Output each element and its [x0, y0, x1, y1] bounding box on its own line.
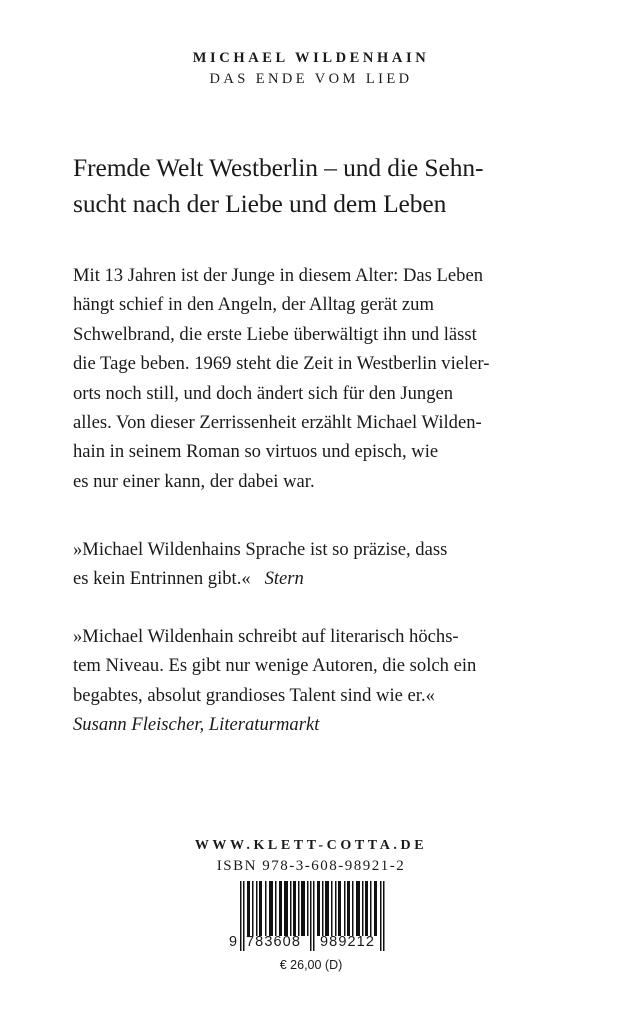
barcode-digits [229, 934, 399, 950]
quote-line: tem Niveau. Es gibt nur wenige Autoren, die solch ein [73, 655, 477, 677]
publisher-footer [0, 836, 622, 877]
quote-line [73, 564, 593, 593]
quote-line: »Michael Wildenhains Sprache ist so präzise, dass [73, 539, 448, 560]
author-name: MICHAEL WILDENHAIN [192, 50, 430, 66]
blurb-line: Mit 13 Jahren ist der Junge in diesem Alter: Das Leben [73, 265, 484, 286]
quote-line: begabtes, absolut grandioses Talent sind wie er.« [73, 684, 435, 706]
price-label: € 26,00 (D) [279, 958, 343, 972]
quote-line: »Michael Wildenhain schreibt auf literarisch höchs- [73, 626, 459, 647]
book-header [0, 48, 622, 89]
blurb-line: Schwelbrand, die erste Liebe überwältigt ihn und lässt [73, 323, 477, 345]
blurb-paragraph [73, 261, 593, 496]
quote-source: Susann Fleischer, Literaturmarkt [73, 714, 320, 736]
blurb-line: alles. Von dieser Zerrissenheit erzählt Michael Wilden- [73, 412, 482, 434]
blurb-line: die Tage beben. 1969 steht die Zeit in Westberlin vieler- [73, 353, 490, 375]
headline-line: Fremde Welt Westberlin – und die Sehn- [73, 153, 484, 182]
quote-text: es kein Entrinnen gibt.« [73, 568, 251, 590]
isbn-number: ISBN 978-3-608-98921-2 [216, 858, 406, 874]
publisher-url[interactable]: WWW.KLETT-COTTA.DE [194, 838, 428, 853]
barcode-lead-digit: 9 [229, 934, 239, 950]
headline-line: sucht nach der Liebe und dem Leben [73, 189, 447, 218]
blurb-line: hain in seinem Roman so virtuos und episch, wie [73, 441, 439, 463]
blurb-line: orts noch still, und doch ändert sich für den Jungen [73, 382, 454, 404]
blurb-line: hängt schief in den Angeln, der Alltag gerät zum [73, 294, 434, 316]
barcode-left-digits: 783608 [246, 934, 301, 950]
book-title: DAS ENDE VOM LIED [209, 71, 413, 87]
barcode-right-digits: 989212 [320, 934, 375, 950]
headline [73, 150, 593, 222]
blurb-line: es nur einer kann, der dabei war. [73, 470, 315, 492]
review-quote-literaturmarkt [73, 622, 593, 740]
quote-source: Stern [264, 568, 304, 590]
review-quote-stern [73, 535, 593, 594]
